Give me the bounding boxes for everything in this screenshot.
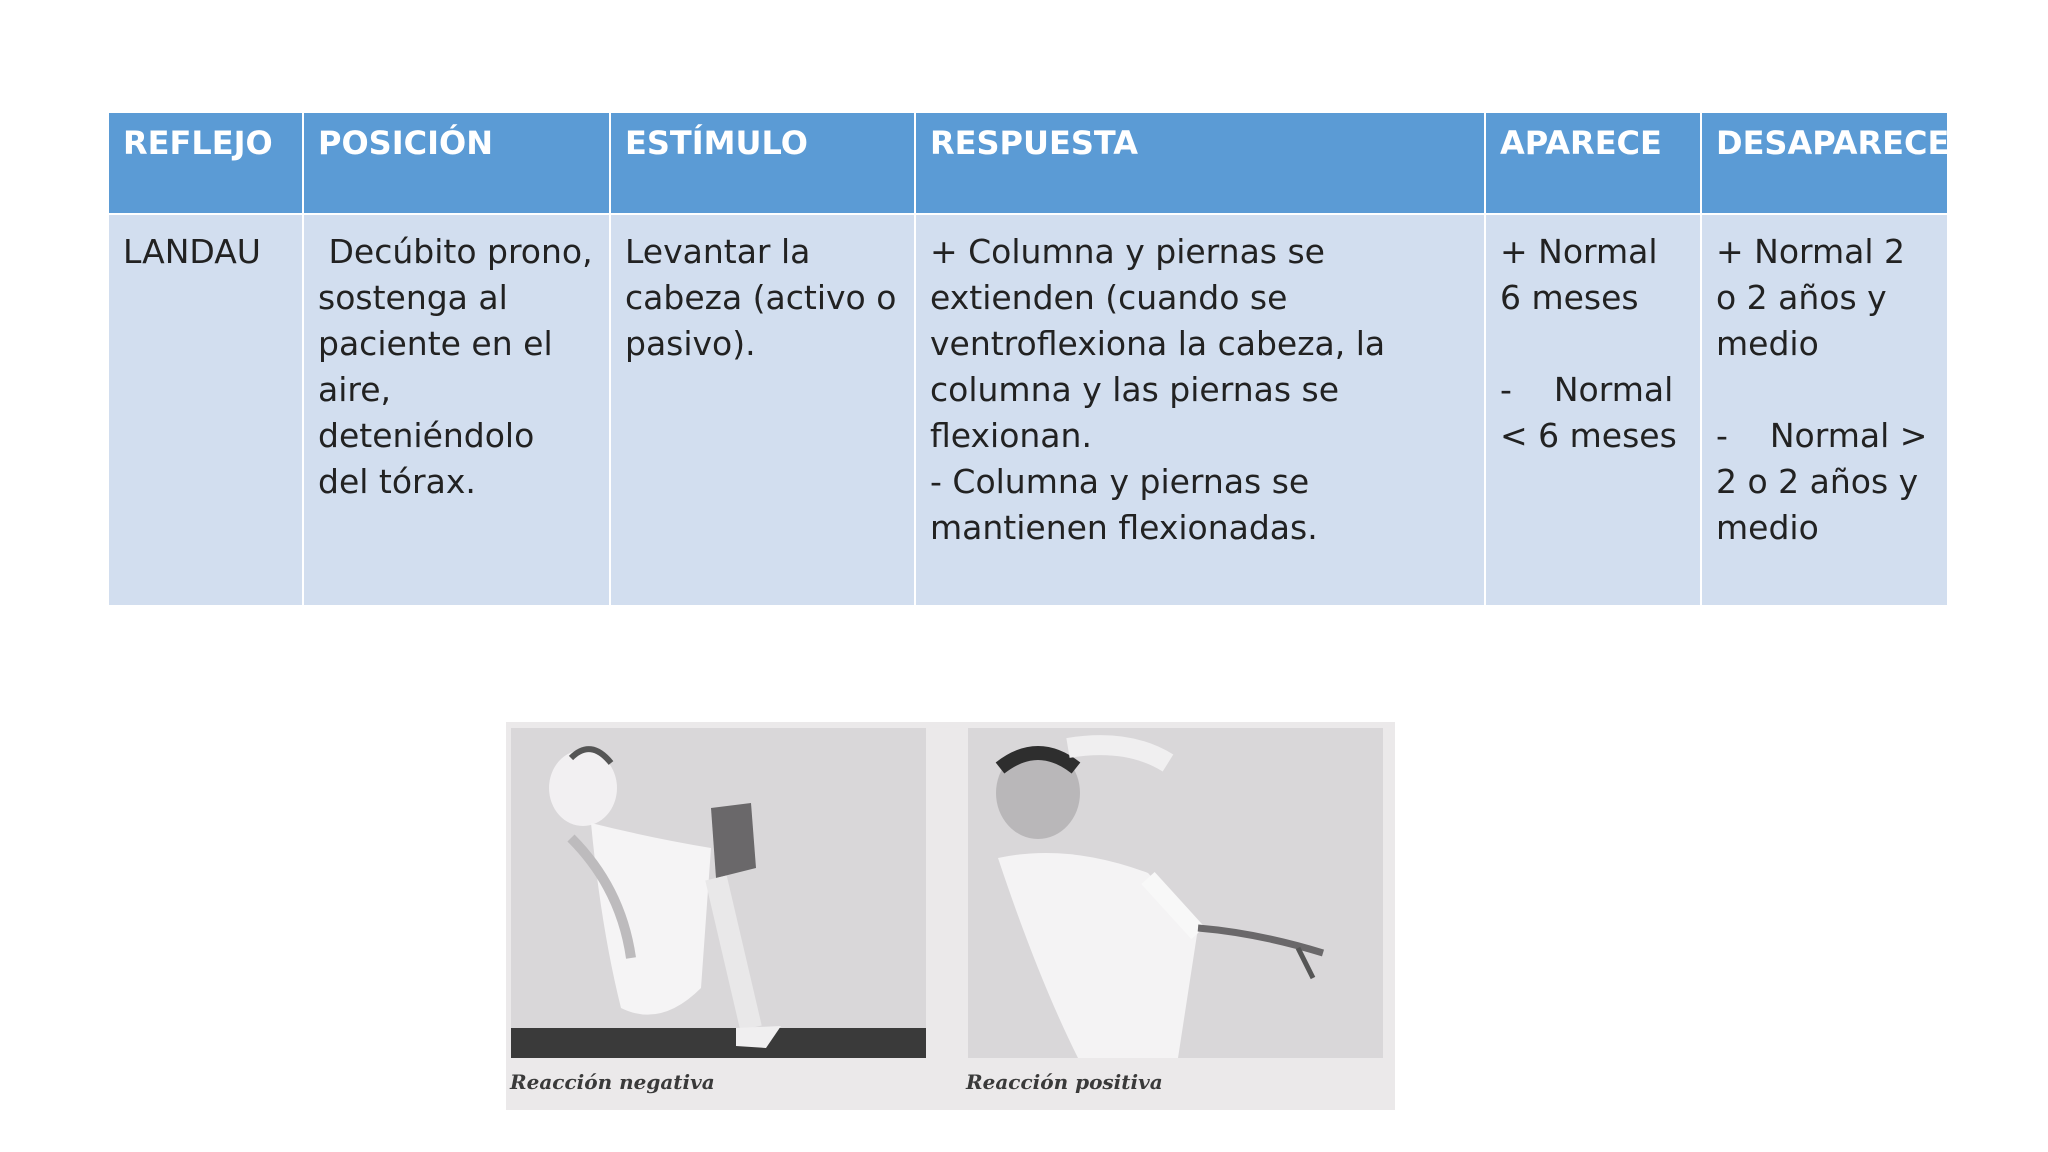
- reflex-table: [107, 111, 1949, 607]
- cell-aparece: [1485, 214, 1701, 606]
- cell-estimulo: Levantar la cabeza (activo o pasivo).: [610, 214, 915, 606]
- negative-reaction-caption: Reacción negativa: [510, 1070, 715, 1094]
- positive-reaction-illustration: [968, 728, 1383, 1058]
- header-estimulo: ESTÍMULO: [610, 112, 915, 214]
- positive-reaction-photo: [968, 728, 1383, 1058]
- positive-reaction-caption: Reacción positiva: [966, 1070, 1163, 1094]
- header-aparece: APARECE: [1485, 112, 1701, 214]
- table-header-row: [108, 112, 1948, 214]
- aparece-spacer: [1500, 321, 1686, 367]
- cell-respuesta: [915, 214, 1485, 606]
- respuesta-positive: + Columna y piernas se extienden (cuando se ventroflexiona la cabeza, la columna y las piernas se flexionan.: [930, 232, 1386, 455]
- negative-reaction-illustration: [511, 728, 926, 1058]
- desaparece-spacer: [1716, 367, 1933, 413]
- desaparece-negative: - Normal > 2 o 2 años y medio: [1716, 416, 1938, 547]
- aparece-negative: - Normal < 6 meses: [1500, 370, 1684, 455]
- respuesta-negative: - Columna y piernas se mantienen flexionadas.: [930, 462, 1318, 547]
- landau-figure: [506, 722, 1395, 1110]
- cell-posicion: Decúbito prono, sostenga al paciente en el aire, deteniéndolo del tórax.: [303, 214, 610, 606]
- header-desaparece: DESAPARECE: [1701, 112, 1948, 214]
- negative-reaction-photo: [511, 728, 926, 1058]
- header-reflejo: REFLEJO: [108, 112, 303, 214]
- desaparece-positive: + Normal 2 o 2 años y medio: [1716, 232, 1906, 363]
- table-row: [108, 214, 1948, 606]
- cell-desaparece: [1701, 214, 1948, 606]
- header-posicion: POSICIÓN: [303, 112, 610, 214]
- header-respuesta: RESPUESTA: [915, 112, 1485, 214]
- aparece-positive: + Normal 6 meses: [1500, 232, 1658, 317]
- cell-reflejo: LANDAU: [108, 214, 303, 606]
